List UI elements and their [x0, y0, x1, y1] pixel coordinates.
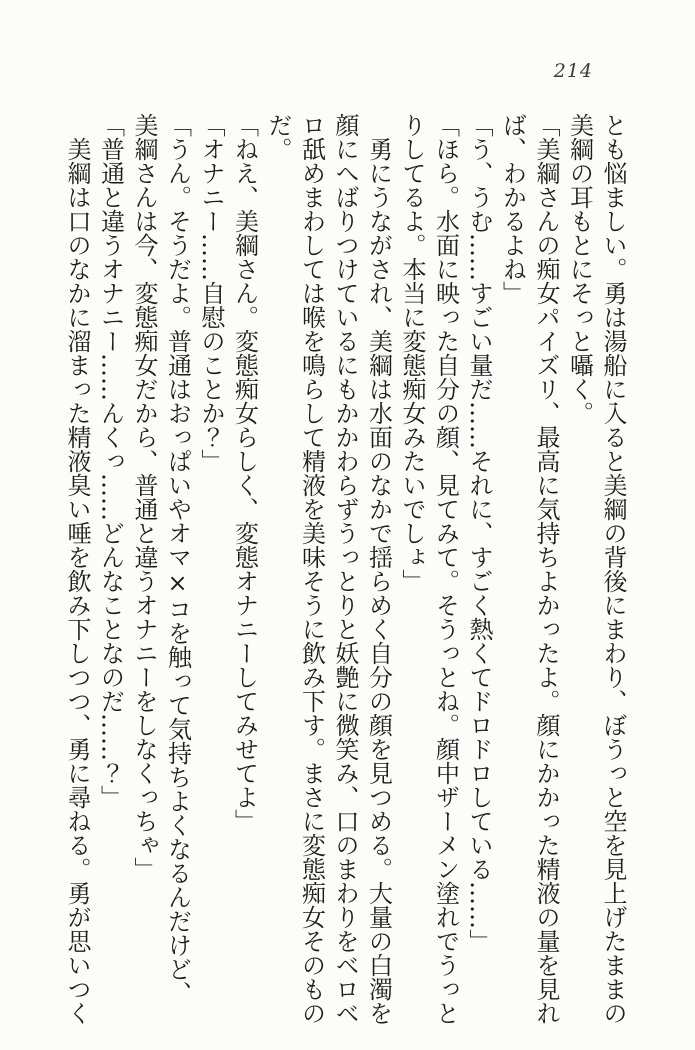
paragraph: 「オナニー……自慰のことか？」: [197, 113, 225, 473]
paragraph: 「ねえ、美綱さん。変態痴女らしく、変態オナニーしてみせてよ」: [230, 113, 259, 833]
paragraph: 「美綱さんの痴女パイズリ、最高に気持ちよかったよ。顔にかかった精液の量を見れば、わかるよね」: [498, 113, 560, 1025]
paragraph: 「うん。そうだよ。普通はおっぱいやオマ×コを触って気持ちよくなるんだけど、美綱さんは今、変態痴女だから、普通と違うオナニーをしなくっちゃ」: [130, 113, 192, 1005]
paragraph: 美綱は口のなかに溜まった精液臭い唾を飲み下しつつ、勇に尋ねる。勇が思いつく: [63, 113, 91, 1025]
paragraph: 「普通と違うオナニー……んくっ……どんなことなのだ……？」: [96, 113, 125, 809]
paragraph: とも悩ましい。勇は湯船に入ると美綱の背後にまわり、ぼうっと空を見上げたままの美綱の耳もとにそっと囁く。: [565, 113, 627, 1025]
paragraph: 「ほら。水面に映った自分の顔、見てみて。そうっとね。顔中ザーメン塗れでうっとりしてるよ。本当に変態痴女みたいでしょ」: [398, 113, 460, 1025]
page-number: 214: [553, 60, 593, 82]
paragraph: 「う、うむ……すごい量だ……それに、すごく熱くてドロドロしている……」: [465, 113, 493, 953]
vertical-text-block: [60, 113, 630, 1028]
paragraph: 勇にうながされ、美綱は水面のなかで揺らめく自分の顔を見つめる。大量の白濁を顔にへばりつけているにもかかわらずうっとりと妖艶に微笑み、口のまわりをベロベロ舐めまわしては喉を鳴らして精液を美味そうに飲み下す。まさに変態痴女そのものだ。: [264, 113, 393, 1025]
